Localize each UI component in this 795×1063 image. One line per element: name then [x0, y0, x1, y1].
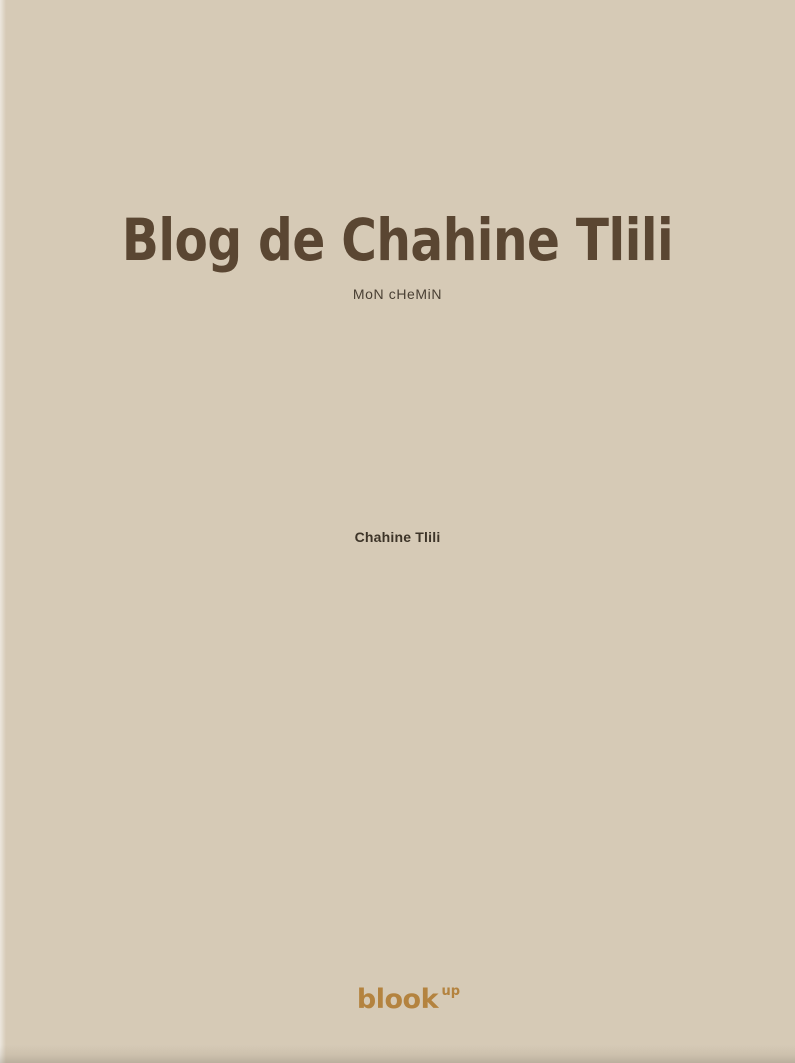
page-title: Blog de Chahine Tlili [121, 206, 674, 274]
cover-title-block [0, 208, 795, 302]
publisher-wordmark-superscript: up [441, 984, 461, 999]
page-edge-shadow [0, 1045, 795, 1063]
cover-subtitle: MoN cHeMiN [352, 286, 443, 302]
blookup-logo [356, 984, 461, 1015]
cover-author-block [0, 529, 795, 545]
publisher-wordmark: blook [356, 984, 439, 1015]
publisher-block [0, 985, 795, 1015]
author-name: Chahine Tlili [354, 529, 441, 545]
